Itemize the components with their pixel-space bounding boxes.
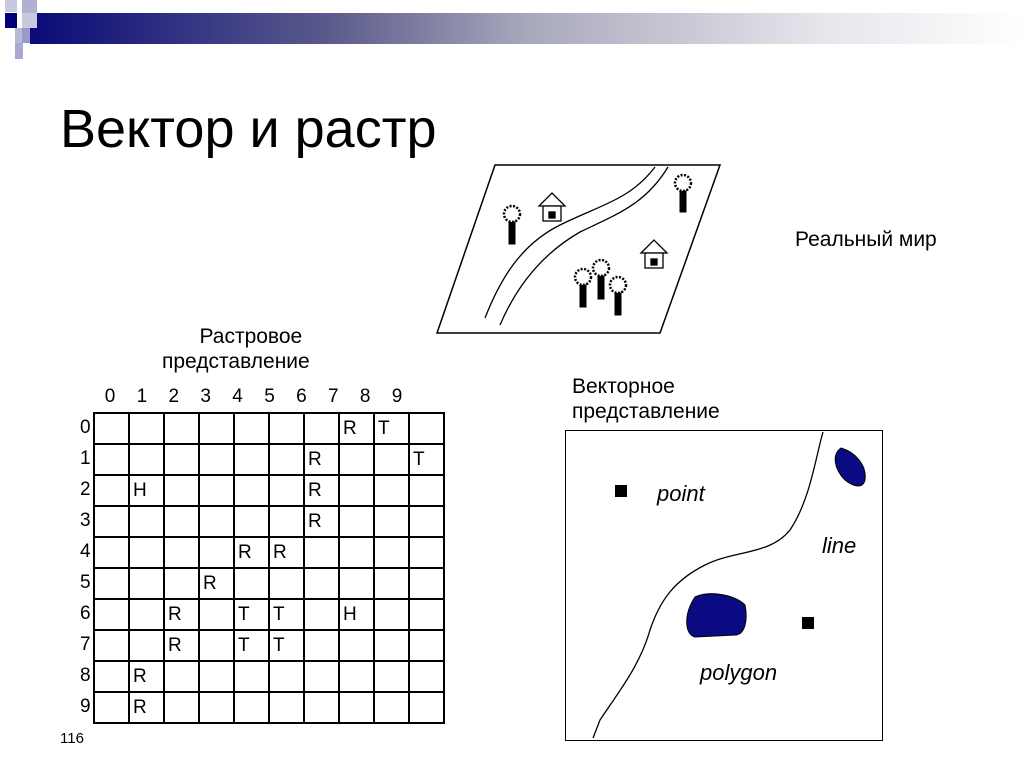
grid-cell — [374, 661, 409, 692]
grid-cell — [199, 444, 234, 475]
grid-cell — [164, 692, 199, 723]
grid-cell — [199, 537, 234, 568]
column-header: 9 — [391, 386, 403, 407]
row-header: 1 — [80, 448, 91, 469]
grid-cell — [409, 630, 444, 661]
raster-label — [162, 324, 310, 374]
grid-cell — [409, 506, 444, 537]
row-header: 5 — [80, 572, 91, 593]
polygon-label: polygon — [700, 660, 778, 685]
column-header: 8 — [359, 386, 371, 407]
grid-cell: R — [129, 692, 164, 723]
grid-cell — [304, 692, 339, 723]
grid-cell — [304, 599, 339, 630]
grid-cell: H — [339, 599, 374, 630]
grid-cell — [374, 692, 409, 723]
grid-cell: H — [129, 475, 164, 506]
grid-cell: T — [409, 444, 444, 475]
slide-title: Вектор и растр — [60, 99, 437, 159]
grid-cell — [94, 630, 129, 661]
grid-cell: R — [269, 537, 304, 568]
grid-cell: R — [164, 599, 199, 630]
grid-cell — [164, 506, 199, 537]
grid-cell: R — [129, 661, 164, 692]
grid-cell: R — [304, 444, 339, 475]
grid-cell — [304, 630, 339, 661]
grid-cell — [374, 475, 409, 506]
grid-cell — [164, 444, 199, 475]
vector-label-line2: представление — [572, 400, 720, 423]
column-header: 1 — [136, 386, 148, 407]
vector-polygon-small — [835, 448, 865, 486]
column-header: 7 — [328, 386, 339, 407]
grid-cell — [409, 413, 444, 444]
grid-cell — [234, 475, 269, 506]
grid-row — [94, 475, 444, 506]
grid-cell — [339, 475, 374, 506]
grid-cell — [339, 568, 374, 599]
grid-cell — [129, 630, 164, 661]
grid-row — [94, 537, 444, 568]
grid-cell — [164, 413, 199, 444]
page-number: 116 — [60, 730, 84, 747]
row-header: 9 — [80, 696, 91, 717]
row-header: 6 — [80, 603, 91, 624]
grid-cell — [94, 537, 129, 568]
grid-row — [94, 661, 444, 692]
raster-label-line2: представление — [162, 350, 310, 373]
grid-row — [94, 630, 444, 661]
real-world-label: Реальный мир — [795, 228, 937, 251]
grid-cell — [269, 413, 304, 444]
grid-cell — [94, 413, 129, 444]
grid-cell — [409, 661, 444, 692]
grid-cell — [339, 444, 374, 475]
grid-cell — [94, 692, 129, 723]
grid-cell — [339, 692, 374, 723]
grid-cell — [409, 692, 444, 723]
grid-cell — [269, 661, 304, 692]
grid-cell — [269, 692, 304, 723]
vector-point — [615, 485, 627, 497]
column-header: 5 — [264, 386, 275, 407]
grid-row — [94, 506, 444, 537]
grid-cell — [374, 506, 409, 537]
grid-cell — [234, 568, 269, 599]
row-header: 0 — [80, 417, 91, 438]
grid-cell — [269, 568, 304, 599]
grid-cell — [374, 537, 409, 568]
line-label: line — [822, 533, 857, 558]
grid-cell — [129, 599, 164, 630]
vector-label — [572, 374, 720, 424]
grid-cell — [304, 413, 339, 444]
grid-cell — [234, 413, 269, 444]
row-header: 2 — [80, 479, 91, 500]
row-header: 8 — [80, 665, 91, 686]
point-label: point — [657, 481, 705, 506]
grid-cell — [234, 661, 269, 692]
grid-cell — [94, 599, 129, 630]
grid-cell: R — [304, 506, 339, 537]
grid-cell: R — [304, 475, 339, 506]
grid-cell — [339, 630, 374, 661]
grid-cell: T — [269, 599, 304, 630]
raster-label-line1: Растровое — [199, 325, 303, 348]
grid-cell — [409, 568, 444, 599]
grid-cell: R — [339, 413, 374, 444]
row-header: 4 — [80, 541, 91, 562]
grid-cell — [94, 475, 129, 506]
column-header: 3 — [200, 386, 211, 407]
column-header: 4 — [232, 386, 243, 407]
vector-label-line1: Векторное — [572, 375, 675, 398]
grid-cell — [269, 444, 304, 475]
vector-point — [802, 617, 814, 629]
grid-cell — [164, 537, 199, 568]
column-header: 2 — [168, 386, 180, 407]
grid-cell — [199, 599, 234, 630]
grid-cell — [129, 444, 164, 475]
grid-cell: R — [199, 568, 234, 599]
grid-cell — [199, 413, 234, 444]
grid-cell: T — [269, 630, 304, 661]
grid-cell — [199, 661, 234, 692]
grid-cell — [269, 506, 304, 537]
grid-cell — [129, 568, 164, 599]
grid-cell — [129, 537, 164, 568]
grid-cell — [269, 475, 304, 506]
vector-drawing — [565, 430, 883, 741]
raster-grid — [93, 412, 445, 724]
grid-row — [94, 568, 444, 599]
grid-cell — [304, 661, 339, 692]
vector-line — [593, 432, 823, 738]
grid-cell — [94, 444, 129, 475]
grid-cell — [199, 630, 234, 661]
grid-row — [94, 599, 444, 630]
grid-cell — [94, 506, 129, 537]
grid-row — [94, 413, 444, 444]
grid-cell — [199, 692, 234, 723]
grid-cell — [339, 537, 374, 568]
grid-cell — [164, 475, 199, 506]
grid-cell — [199, 475, 234, 506]
grid-cell — [129, 506, 164, 537]
grid-row — [94, 692, 444, 723]
grid-cell — [339, 506, 374, 537]
grid-cell — [164, 568, 199, 599]
grid-cell — [129, 413, 164, 444]
grid-cell — [199, 506, 234, 537]
grid-cell — [374, 630, 409, 661]
grid-cell — [409, 599, 444, 630]
grid-cell — [234, 444, 269, 475]
grid-cell — [234, 506, 269, 537]
grid-cell — [164, 661, 199, 692]
grid-cell — [374, 568, 409, 599]
grid-cell: R — [164, 630, 199, 661]
grid-cell: T — [234, 599, 269, 630]
grid-cell — [94, 661, 129, 692]
grid-cell — [409, 475, 444, 506]
column-header: 6 — [296, 386, 307, 407]
grid-cell: R — [234, 537, 269, 568]
vector-polygon — [687, 594, 746, 637]
grid-cell — [94, 568, 129, 599]
grid-cell — [339, 661, 374, 692]
grid-cell — [374, 444, 409, 475]
grid-row — [94, 444, 444, 475]
row-header: 3 — [80, 510, 91, 531]
grid-cell — [409, 537, 444, 568]
grid-cell: T — [234, 630, 269, 661]
column-header: 0 — [104, 386, 116, 407]
grid-cell — [304, 568, 339, 599]
grid-cell: T — [374, 413, 409, 444]
grid-cell — [234, 692, 269, 723]
grid-cell — [304, 537, 339, 568]
row-header: 7 — [80, 634, 91, 655]
grid-cell — [374, 599, 409, 630]
